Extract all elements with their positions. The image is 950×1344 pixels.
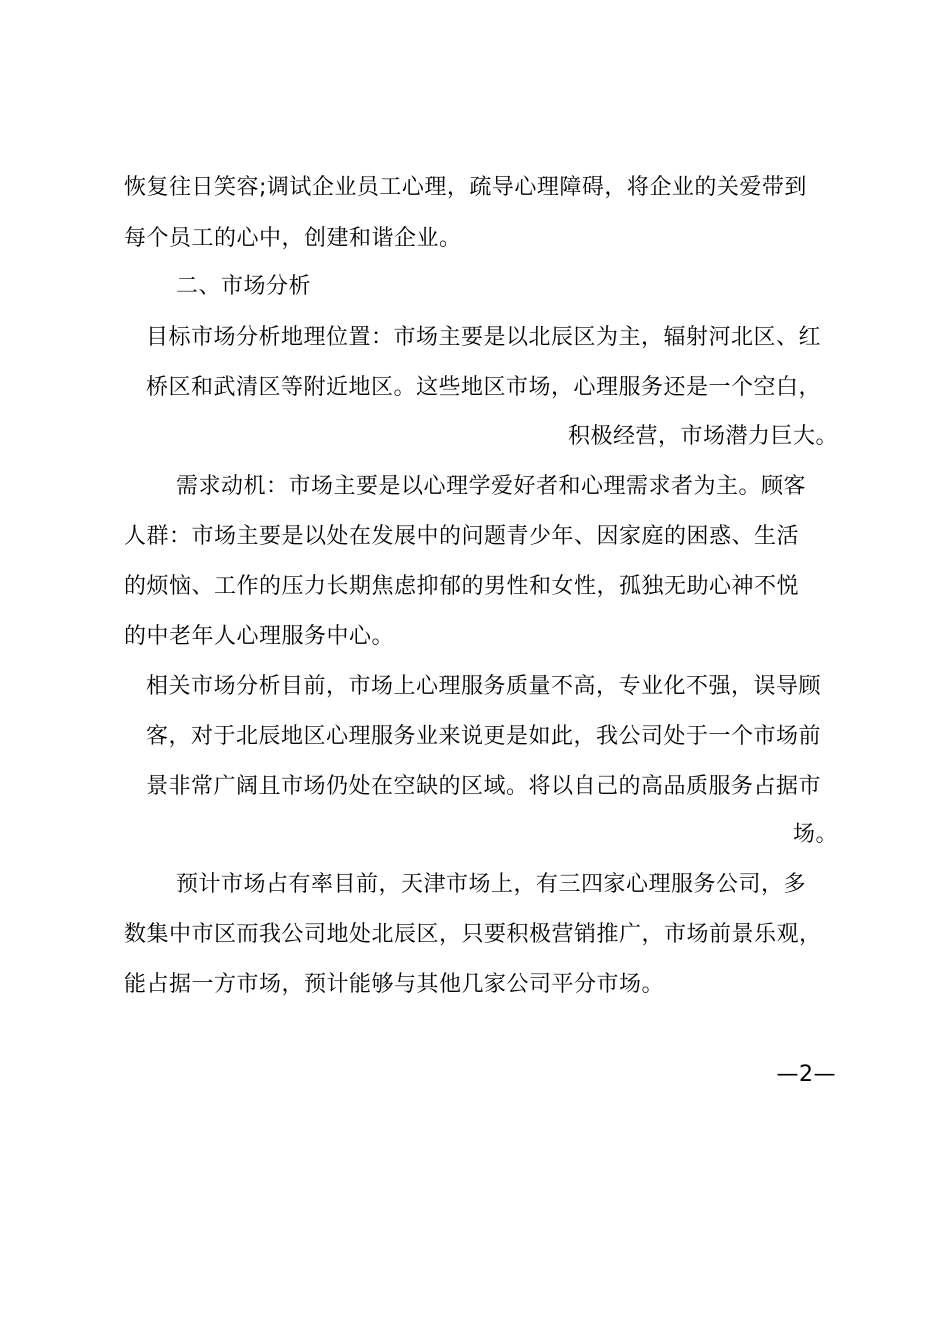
text-line: 目标市场分析地理位置：市场主要是以北辰区为主，辐射河北区、红 — [146, 325, 822, 350]
text-line: 桥区和武清区等附近地区。这些地区市场，心理服务还是一个空白， — [146, 375, 822, 400]
text-line: 景非常广阔且市场仍处在空缺的区域。将以自己的高品质服务占据市 — [146, 774, 822, 799]
text-line: 的中老年人心理服务中心。 — [124, 624, 395, 649]
text-line: 数集中市区而我公司地处北辰区，只要积极营销推广，市场前景乐观， — [124, 922, 822, 947]
text-line: 能占据一方市场，预计能够与其他几家公司平分市场。 — [124, 972, 665, 997]
text-line: 客，对于北辰地区心理服务业来说更是如此，我公司处于一个市场前 — [146, 724, 822, 749]
text-line: 的烦恼、工作的压力长期焦虑抑郁的男性和女性，孤独无助心神不悦 — [124, 574, 800, 599]
text-line: 需求动机：市场主要是以心理学爱好者和心理需求者为主。顾客 — [176, 474, 807, 499]
text-line: 恢复往日笑容;调试企业员工心理，疏导心理障碍，将企业的关爱带到 — [124, 175, 807, 200]
text-line: 人群：市场主要是以处在发展中的问题青少年、因家庭的困惑、生活 — [124, 524, 800, 549]
page-number: —2— — [776, 1062, 836, 1087]
text-line: 每个员工的心中，创建和谐企业。 — [124, 226, 462, 251]
section-heading: 二、市场分析 — [176, 274, 312, 299]
text-line: 相关市场分析目前，市场上心理服务质量不高，专业化不强，误导顾 — [146, 674, 822, 699]
text-line: 场。 — [792, 822, 838, 847]
text-line: 积极经营，市场潜力巨大。 — [567, 424, 838, 449]
text-line: 预计市场占有率目前，天津市场上，有三四家心理服务公司，多 — [176, 872, 807, 897]
